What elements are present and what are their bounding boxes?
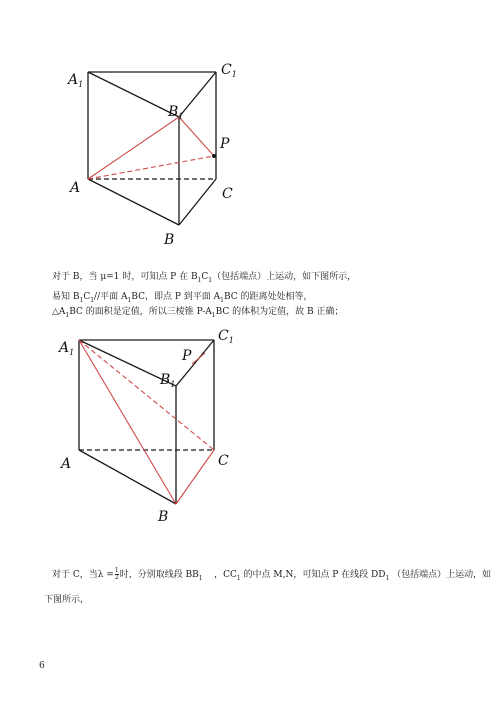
label-c: C	[218, 453, 229, 469]
highlight-a1c	[79, 340, 214, 450]
highlight-bc	[176, 450, 214, 504]
label-b: B	[158, 509, 169, 525]
label-c: C	[222, 186, 233, 202]
prism-diagram-1	[52, 46, 246, 256]
paragraph-line-1: 对于 B，当 μ=1 时，可知点 P 在 $B_1C_1$（包括端点）上运动，如下图所示，	[52, 272, 357, 284]
paragraph-line-3: $\triangle A_1BC$ 的面积是定值，所以三棱锥 $P-A_1BC$ 的体积为定值，故 B 正确；	[52, 307, 344, 319]
figure-prism-1	[52, 46, 246, 256]
edge-ab	[88, 179, 179, 225]
paragraph-line-5: 下图所示，	[44, 595, 90, 605]
point-p	[212, 154, 216, 158]
label-b1: $B_1$	[168, 104, 184, 121]
label-p: P	[220, 136, 230, 152]
fraction-half: $\frac{1}{2}$	[114, 567, 119, 581]
label-b: B	[164, 232, 175, 248]
label-a: A	[61, 456, 72, 472]
figure-prism-2	[52, 322, 238, 526]
prism-diagram-2	[52, 322, 238, 526]
paragraph-line-4: 对于 C，当λ = $\frac{1}{2}$ 时，分别取线段 $BB_1$ ，$CC_1$ 的中点 M,N，可知点 P 在线段 $DD_1$ （包括端点）上运动，如	[52, 567, 492, 582]
label-p: P	[182, 348, 192, 364]
highlight-a1b	[79, 340, 176, 504]
highlight-ab1	[88, 117, 179, 179]
label-a: A	[70, 180, 81, 196]
paragraph-line-2: 易知 $B_1C_1//$平面 $A_1BC$，即点 P 到平面 $A_1BC$ 的距离处处相等，	[52, 292, 313, 304]
edge-ab	[79, 450, 176, 504]
label-a1: $A_1$	[59, 340, 75, 357]
edge-a1b1	[88, 72, 179, 117]
highlight-ap	[88, 156, 214, 179]
edge-b1c1	[179, 72, 216, 117]
label-a1: $A_1$	[68, 72, 84, 89]
label-b1: $B_1$	[160, 372, 176, 389]
highlight-p-segment	[192, 353, 205, 364]
page-number: 6	[39, 661, 45, 671]
edge-bc	[179, 179, 216, 225]
highlight-b1p	[179, 117, 214, 156]
label-c1: $C_1$	[221, 62, 237, 79]
label-c1: $C_1$	[218, 328, 234, 345]
